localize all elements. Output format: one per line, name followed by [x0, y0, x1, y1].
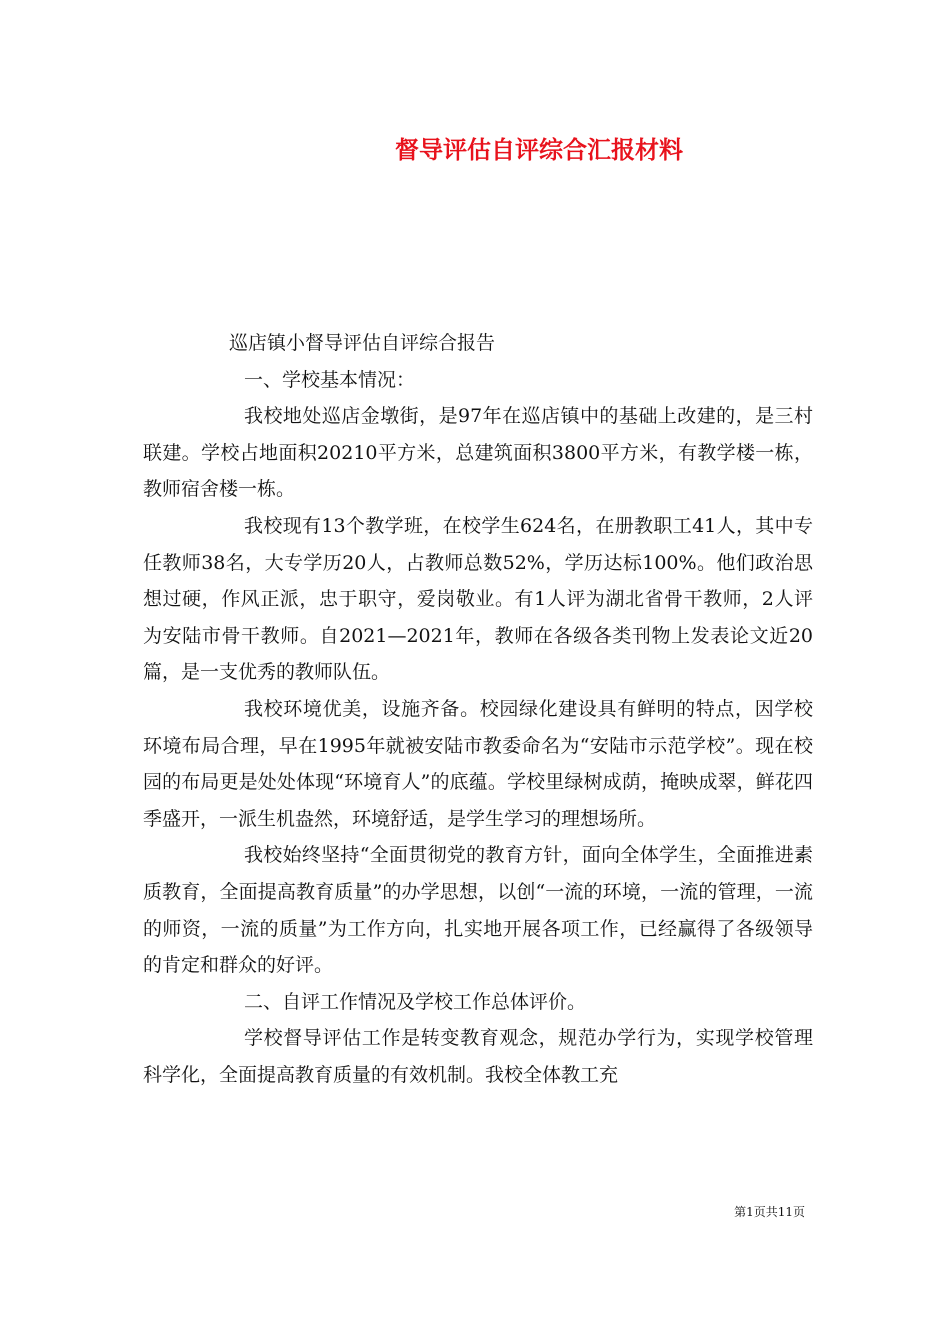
report-subtitle: 巡店镇小督导评估自评综合报告 [229, 332, 496, 354]
paragraph-location: 我校地处巡店金墩街，是97年在巡店镇中的基础上改建的，是三村联建。学校占地面积20210平方米，总建筑面积3800平方米，有教学楼一栋，教师宿舍楼一栋。 [143, 405, 813, 501]
page-number: 第1页共11页 [734, 1205, 805, 1219]
section-heading-basic-info: 一、学校基本情况： [244, 368, 416, 391]
paragraph-staff: 我校现有13个教学班，在校学生624名，在册教职工41人，其中专任教师38名，大专学历20人，占教师总数52%，学历达标100%。他们政治思想过硬，作风正派，忠于职守，爱岗敬业。有1人评为湖北省骨干教师，2人评为安陆市骨干教师。自2021—2021年，教师在各级各类刊物上发表论文近20篇，是一支优秀的教师队伍。 [143, 514, 813, 684]
document-body [143, 325, 813, 1093]
paragraph-philosophy: 我校始终坚持“全面贯彻党的教育方针，面向全体学生，全面推进素质教育，全面提高教育质量”的办学思想，以创“一流的环境，一流的管理，一流的师资，一流的质量”为工作方向，扎实地开展各项工作，已经赢得了各级领导的肯定和群众的好评。 [143, 844, 813, 977]
paragraph-environment: 我校环境优美，设施齐备。校园绿化建设具有鲜明的特点，因学校环境布局合理，早在1995年就被安陆市教委命名为“安陆市示范学校”。现在校园的布局更是处处体现“环境育人”的底蕴。学校里绿树成荫，掩映成翠，鲜花四季盛开，一派生机盎然，环境舒适，是学生学习的理想场所。 [143, 697, 813, 830]
paragraph-evaluation: 学校督导评估工作是转变教育观念，规范办学行为，实现学校管理科学化，全面提高教育质量的有效机制。我校全体教工充 [143, 1027, 813, 1086]
section-heading-evaluation: 二、自评工作情况及学校工作总体评价。 [244, 990, 587, 1013]
document-title: 督导评估自评综合汇报材料 [395, 135, 683, 164]
